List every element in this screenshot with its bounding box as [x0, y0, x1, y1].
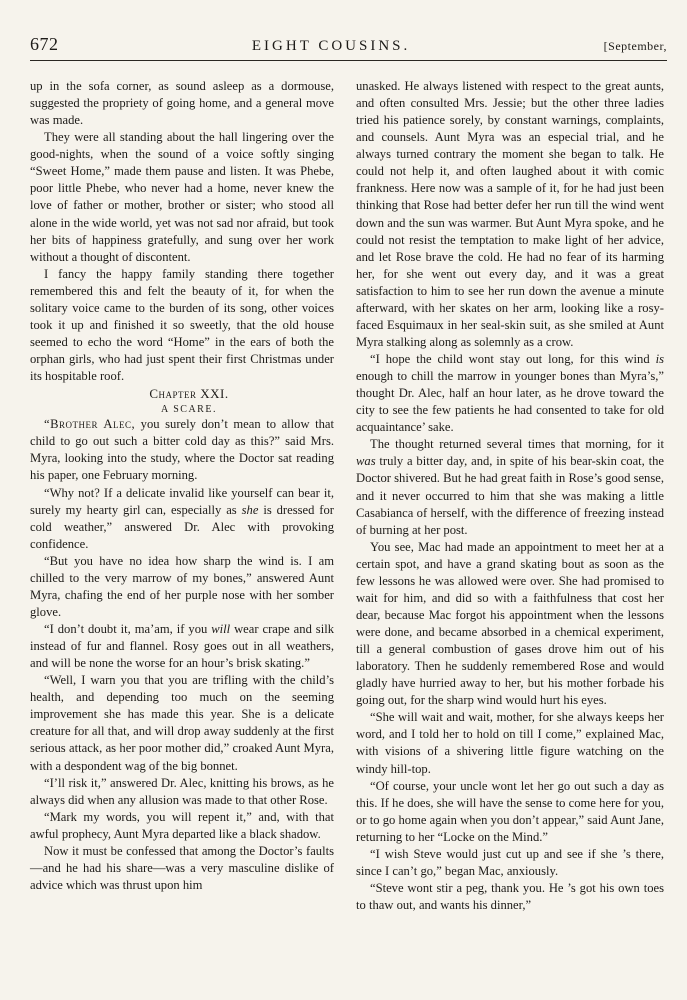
paragraph-text: truly a bitter day, and, in spite of his bear-skin coat, the Doctor shivered. But he had great faith in Rose’s good sense, and it never occurred to him that she was making a little Casabianca of herself, with the difference of freezing instead of burning at her post.: [356, 454, 664, 537]
paragraph: [356, 436, 664, 538]
paragraph: They were all standing about the hall lingering over the good-nights, when the sound of a voice softly singing “Sweet Home,” made them pause and listen. It was Phebe, poor little Phebe, who never had a home, never knew the love of father or mother, brother or sister; who stood all alone in the wide world, yet was not sad nor afraid, but took her bits of happiness gratefully, and sung over her work without a thought of discontent.: [30, 130, 334, 264]
running-month: [September,: [603, 39, 667, 53]
chapter-subtitle: A SCARE.: [161, 403, 217, 415]
paragraph: up in the sofa corner, as sound asleep as a dormouse, suggested the propriety of going home, and a general move was made.: [30, 79, 334, 128]
paragraph: “Steve wont stir a peg, thank you. He ’s got his own toes to thaw out, and wants his dinner,”: [356, 880, 664, 912]
paragraph-text: “I don’t doubt it, ma’am, if you: [44, 622, 212, 637]
chapter-title: Chapter XXI.: [149, 386, 229, 402]
emphasis: is: [655, 352, 664, 366]
emphasis: was: [356, 454, 376, 469]
emphasis: she: [241, 502, 259, 517]
paragraph: “But you have no idea how sharp the wind is. I am chilled to the very marrow of my bones,” answered Aunt Myra, chafing the end of her purple nose with her somber glove.: [30, 553, 334, 619]
chapter-opening-words: “Brother Alec,: [44, 417, 136, 432]
paragraph: “Well, I warn you that you are trifling with the child’s health, and depending too much on the seeming improvement she has made this year. She is a delicate creature for all that, and will drop away suddenly at the first serious attack, as her poor mother did,” croaked Aunt Myra, with a despondent wag of the big bonnet.: [30, 673, 334, 773]
left-column: [30, 78, 334, 894]
running-header: [30, 34, 667, 61]
right-column: [356, 78, 664, 914]
paragraph-text: is dressed for cold weather,” answered Dr. Alec with provoking confidence.: [30, 502, 334, 551]
paragraph: [30, 621, 334, 672]
paragraph-text: wear crape and silk instead of fur and flannel. Rosy goes out in all weathers, and will be none the worse for an hour’s brisk skating.”: [30, 622, 334, 671]
paragraph-text: The thought returned several times that morning, for it: [370, 437, 664, 452]
paragraph: Now it must be confessed that among the Doctor’s faults—and he had his share—was a very masculine dislike of advice which was thrust upon him: [30, 843, 334, 892]
emphasis: will: [211, 622, 231, 637]
paragraph: “She will wait and wait, mother, for she always keeps her word, and I told her to hold on till I come,” explained Mac, with visions of a shivering little figure watching on the windy hill-top.: [356, 710, 664, 776]
paragraph: “I wish Steve would just cut up and see if she ’s there, since I can’t go,” began Mac, anxiously.: [356, 846, 664, 878]
paragraph-text: enough to chill the marrow in younger bones than Myra’s,” thought Dr. Alec, half an hour later, as he drove toward the city to see the few patients he had consented to take for old acquaintance’ sake.: [356, 369, 664, 435]
paragraph: You see, Mac had made an appointment to meet her at a certain spot, and have a grand skating bout as soon as the few lessons he was allowed were over. She had promised to wait for him, and did so with a faithfulness that cost her dear, because Mac forgot his appointment when the lessons were done, and became absorbed in a chemical experiment, till a general combustion of gases drove him out of his laboratory. Then he suddenly remembered Rose and would gladly have hurried away to her, but his mother forbade his going out, for the sharp wind would hurt his eyes.: [356, 539, 664, 708]
paragraph: unasked. He always listened with respect to the great aunts, and often consulted Mrs. Jessie; but the other three ladies tried his patience sorely, by constant warnings, complaints, and counsels. Aunt Myra was an especial trial, and he always turned contrary the moment she began to talk. He could not help it, and often laughed about it with comic frankness. Here now was a sample of it, for he had just been thinking that Rose had better defer her run till the wind went down and the sun was warmer. But Aunt Myra spoke, and he could not resist the temptation to make light of her advice, and let Rose brave the cold. He had no fear of its harming her, for she went out every day, and it was a great satisfaction to him to see her run down the avenue a minute afterward, with her skates on her arm, looking like a rosy-faced Esquimaux in her seal-skin suit, as she smiled at Aunt Myra stalking along as solemnly as a crow.: [356, 79, 664, 349]
paragraph: [356, 351, 664, 436]
paragraph: [30, 416, 334, 484]
paragraph: “I’ll risk it,” answered Dr. Alec, knitting his brows, as he always did when any allusion was made to that other Rose.: [30, 775, 334, 807]
page-number: 672: [30, 34, 59, 54]
paragraph: I fancy the happy family standing there together remembered this and felt the beauty of it, for when the solitary voice came to the burden of its song, other voices took it up and finished it so sweetly, that the old house seemed to echo the word “Home” in the ears of both the orphan girls, who had just spent their first Christmas under its hospitable roof.: [30, 266, 334, 384]
paragraph-text: you surely don’t mean to allow that child to go out such a bitter cold day as this?” said Mrs. Myra, looking into the study, where the Doctor sat reading his paper, one February morning.: [30, 417, 335, 483]
paragraph: “Mark my words, you will repent it,” and, with that awful prophecy, Aunt Myra departed like a black shadow.: [30, 809, 334, 841]
paragraph: [30, 485, 334, 553]
running-title: EIGHT COUSINS.: [251, 38, 411, 54]
paragraph: “Of course, your uncle wont let her go out such a day as this. If he does, she will have the sense to come here for you, or to go home again when you don’t appear,” said Aunt Jane, returning to her “Locke on the Mind.”: [356, 778, 664, 844]
paragraph-text: “I hope the child wont stay out long, for this wind: [370, 352, 656, 366]
paragraph-text: “Why not? If a delicate invalid like yourself can bear it, surely my hearty girl can, especially as: [30, 485, 334, 517]
